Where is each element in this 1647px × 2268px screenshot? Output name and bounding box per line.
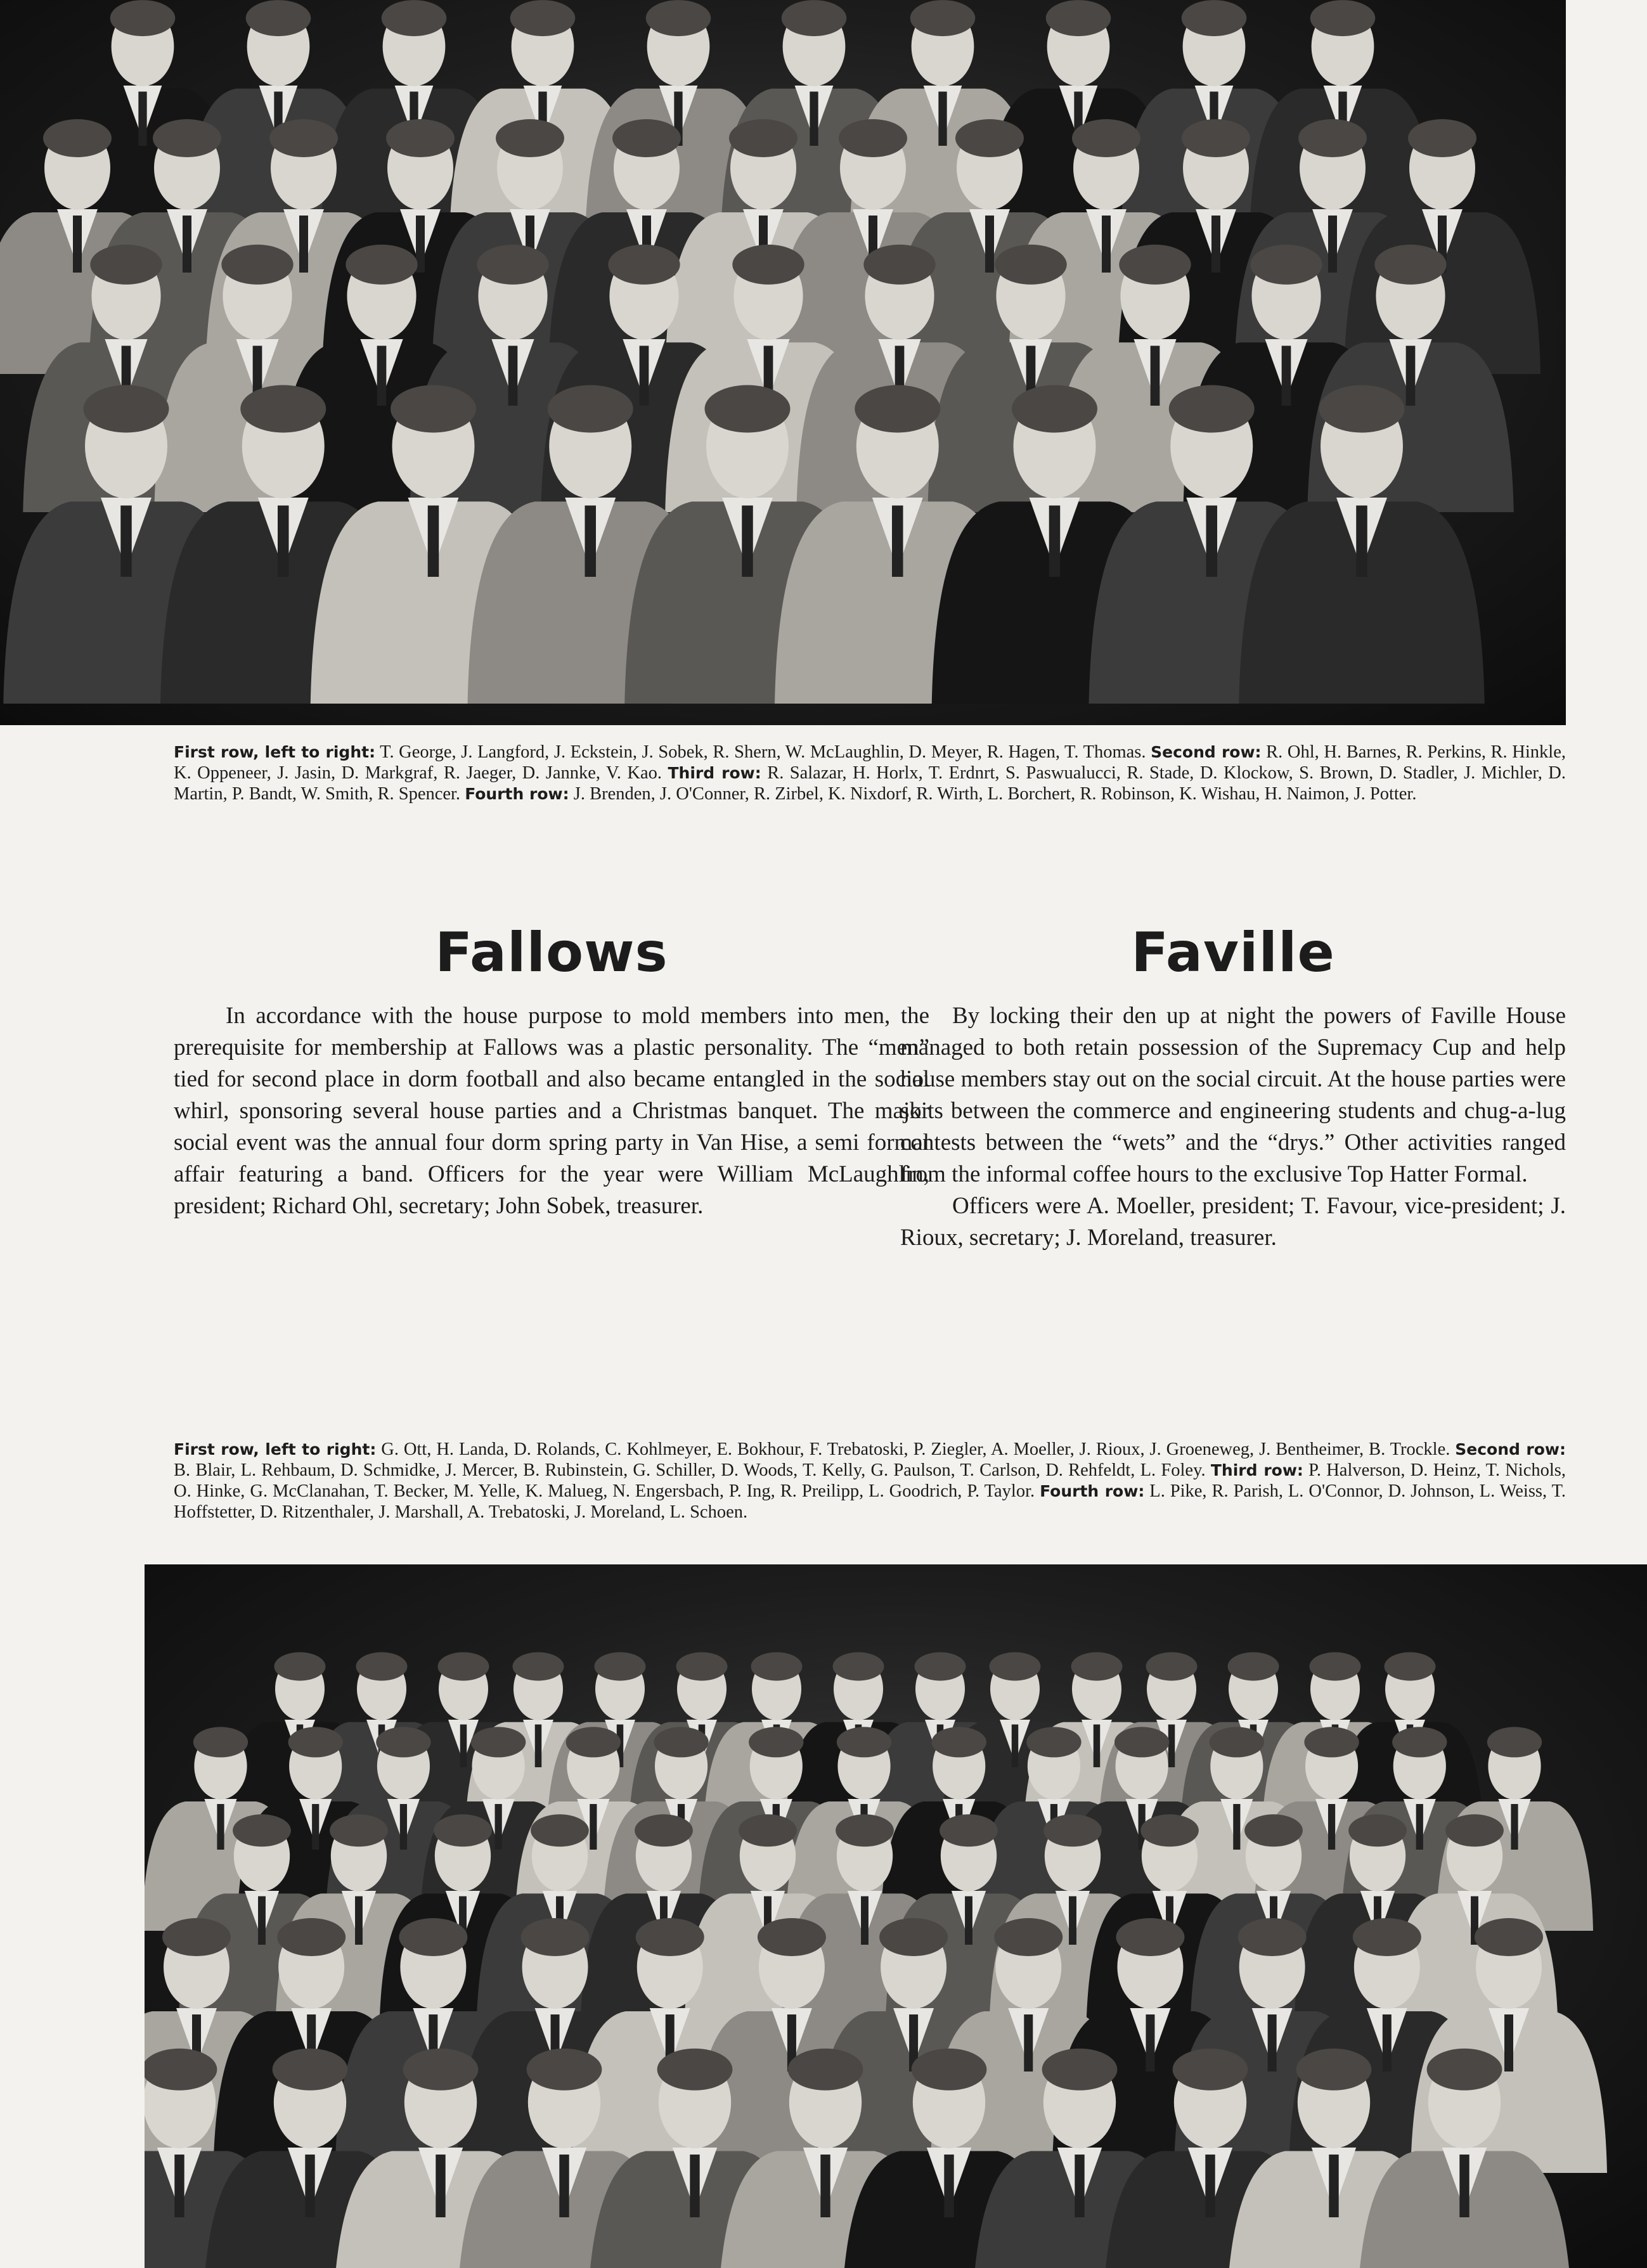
caption-row-names: R. Ohl, H. Barnes, R. Perkins, R. Hinkle, K. Oppeneer, J. Jasin, D. Markgraf, R. Jaeger, D. Jannke, V. Kao. (174, 742, 1566, 783)
caption-row-names: B. Blair, L. Rehbaum, D. Schmidke, J. Mercer, B. Rubinstein, G. Schiller, D. Woods, T. Kelly, G. Paulson, T. Carlson, D. Rehfeldt, L. Foley. (174, 1460, 1206, 1480)
faville-group-photo (145, 1564, 1647, 2268)
caption-row-label: Second row: (1455, 1440, 1566, 1459)
caption-row-label: Fourth row: (465, 785, 569, 803)
faville-heading: Faville (1131, 921, 1335, 984)
fallows-group-photo (0, 0, 1566, 725)
fallows-heading: Fallows (435, 921, 668, 984)
caption-row-label: First row, left to right: (174, 743, 376, 761)
fallows-paragraph: In accordance with the house purpose to mold members into men, the prerequisite for membership at Fallows was a plastic personality. The “men” tied for second place in dorm football and also became entangled in the social whirl, sponsoring several house parties and a Christmas banquet. The major social event was the annual four dorm spring party in Van Hise, a semi formal affair featuring a band. Officers for the year were William McLaughlin, president; Richard Ohl, secretary; John Sobek, treasurer. (174, 1003, 929, 1219)
caption-row-names: T. George, J. Langford, J. Eckstein, J. Sobek, R. Shern, W. McLaughlin, D. Meyer, R. Hagen, T. Thomas. (380, 742, 1146, 762)
caption-row-names: J. Brenden, J. O'Conner, R. Zirbel, K. Nixdorf, R. Wirth, L. Borchert, R. Robinson, K. Wishau, H. Naimon, J. Potter. (573, 784, 1417, 804)
caption-row-names: P. Halverson, D. Heinz, T. Nichols, O. Hinke, G. McClanahan, T. Becker, M. Yelle, K. Malueg, N. Engersbach, P. Ing, R. Preilipp, L. Goodrich, P. Taylor. (174, 1460, 1566, 1501)
caption-row-names: G. Ott, H. Landa, D. Rolands, C. Kohlmeyer, E. Bokhour, F. Trebatoski, P. Ziegler, A. Moeller, J. Rioux, J. Groeneweg, J. Bentheimer, B. Trockle. (381, 1440, 1450, 1459)
caption-row-label: First row, left to right: (174, 1440, 377, 1459)
faville-photo-figures (145, 1564, 1647, 2268)
faville-paragraph: Officers were A. Moeller, president; T. Favour, vice-president; J. Rioux, secretary; J. Moreland, treasurer. (900, 1193, 1566, 1251)
caption-row-names: R. Salazar, H. Horlx, T. Erdnrt, S. Paswualucci, R. Stade, D. Klockow, S. Brown, D. Stadler, J. Michler, D. Martin, P. Bandt, W. Smith, R. Spencer. (174, 763, 1566, 804)
caption-row-label: Third row: (668, 764, 761, 782)
caption-row-label: Fourth row: (1040, 1482, 1145, 1500)
fallows-article (174, 1000, 929, 1222)
faville-paragraph: By locking their den up at night the powers of Faville House managed to both retain possession of the Supremacy Cup and help house members stay out on the social circuit. At the house parties were skits between the commerce and engineering students and chug-a-lug contests between the “wets” and the “drys.” Other activities ranged from the informal coffee hours to the exclusive Top Hatter Formal. (900, 1003, 1566, 1187)
caption-row-names: L. Pike, R. Parish, L. O'Connor, D. Johnson, L. Weiss, T. Hoffstetter, D. Ritzenthaler, J. Marshall, A. Trebatoski, J. Moreland, L. Schoen. (174, 1481, 1566, 1522)
faville-photo-caption (174, 1439, 1566, 1523)
fallows-photo-figures (0, 0, 1566, 725)
caption-row-label: Second row: (1151, 743, 1262, 761)
faville-article (900, 1000, 1566, 1254)
caption-row-label: Third row: (1210, 1461, 1303, 1479)
fallows-photo-caption (174, 742, 1566, 804)
